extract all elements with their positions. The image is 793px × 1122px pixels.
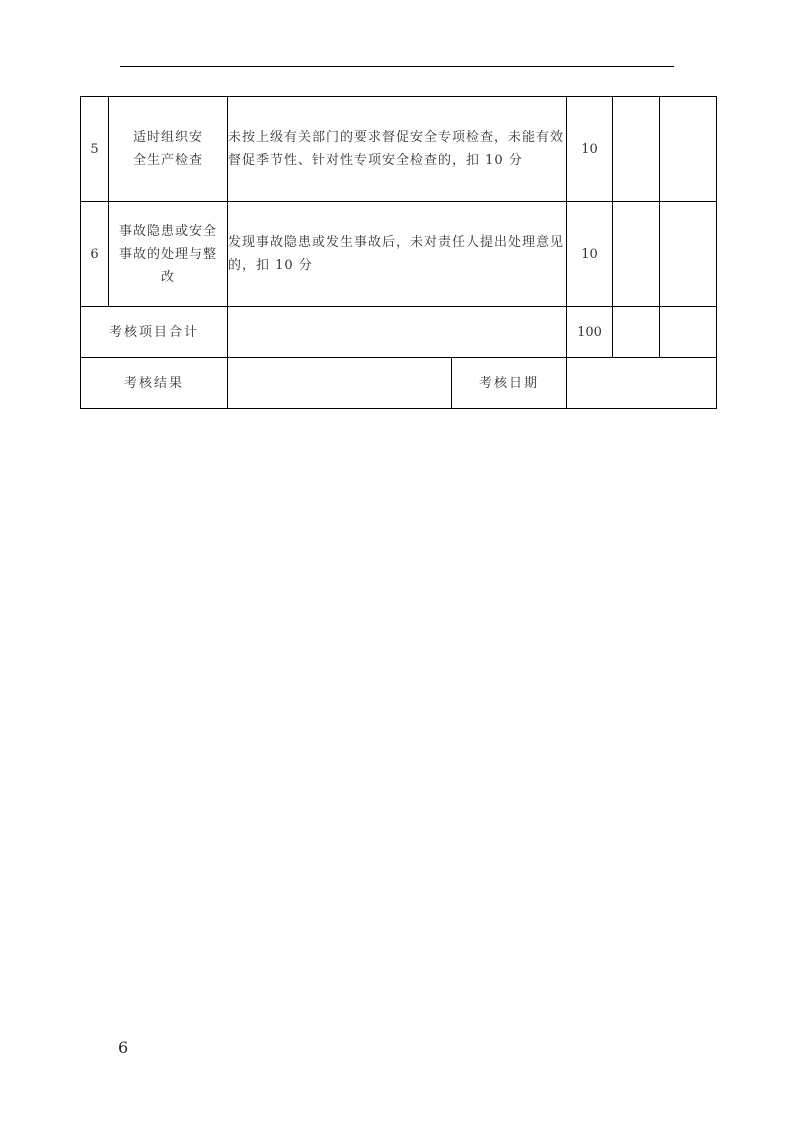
max-score: 10 <box>567 97 613 202</box>
item-name <box>109 202 228 307</box>
page-number: 6 <box>118 1038 129 1057</box>
result-label: 考核结果 <box>81 358 228 409</box>
item-name-line: 事故隐患或安全 <box>118 223 217 239</box>
self-score-cell[interactable] <box>613 202 660 307</box>
item-name-line: 改 <box>160 269 175 285</box>
deduction-criteria: 未按上级有关部门的要求督促安全专项检查，未能有效督促季节性、针对性专项安全检查的，扣 10 分 <box>228 97 567 202</box>
item-name <box>109 97 228 202</box>
deduction-criteria: 发现事故隐患或发生事故后，未对责任人提出处理意见的，扣 10 分 <box>228 202 567 307</box>
total-label: 考核项目合计 <box>81 307 228 358</box>
item-name-line: 全生产检查 <box>132 153 203 168</box>
item-name-line: 事故的处理与整 <box>118 246 217 262</box>
date-label: 考核日期 <box>452 358 567 409</box>
result-value-cell[interactable] <box>228 358 452 409</box>
row-number: 5 <box>81 97 109 202</box>
result-row <box>81 358 717 409</box>
max-score: 10 <box>567 202 613 307</box>
assessed-score-cell[interactable] <box>660 202 717 307</box>
item-name-line: 适时组织安 <box>132 130 203 145</box>
total-self-score-cell[interactable] <box>613 307 660 358</box>
total-assessed-score-cell[interactable] <box>660 307 717 358</box>
row-number: 6 <box>81 202 109 307</box>
total-row <box>81 307 717 358</box>
total-blank-cell[interactable] <box>228 307 567 358</box>
table-row <box>81 97 717 202</box>
assessment-table <box>80 96 717 409</box>
date-value-cell[interactable] <box>567 358 717 409</box>
self-score-cell[interactable] <box>613 97 660 202</box>
assessed-score-cell[interactable] <box>660 97 717 202</box>
total-score: 100 <box>567 307 613 358</box>
table-row <box>81 202 717 307</box>
header-rule <box>120 66 674 67</box>
